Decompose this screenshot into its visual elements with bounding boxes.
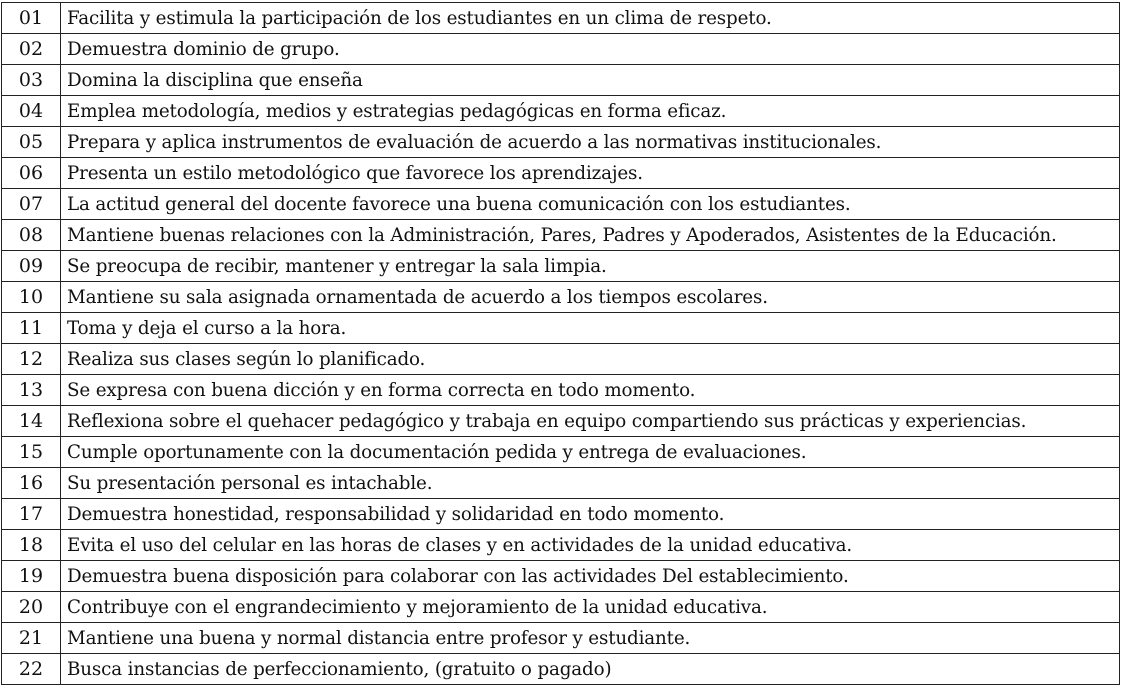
- row-number: 18: [2, 530, 61, 561]
- row-text: Emplea metodología, medios y estrategias pedagógicas en forma eficaz.: [61, 96, 1120, 127]
- table-row: [2, 3, 1120, 34]
- table-row: [2, 158, 1120, 189]
- row-number: 09: [2, 251, 61, 282]
- table-row: [2, 282, 1120, 313]
- row-text: Su presentación personal es intachable.: [61, 468, 1120, 499]
- row-text: Demuestra buena disposición para colaborar con las actividades Del establecimiento.: [61, 561, 1120, 592]
- row-number: 04: [2, 96, 61, 127]
- criteria-table: [1, 2, 1120, 685]
- table-row: [2, 96, 1120, 127]
- table-row: [2, 623, 1120, 654]
- row-number: 11: [2, 313, 61, 344]
- table-row: [2, 344, 1120, 375]
- row-text: Reflexiona sobre el quehacer pedagógico y trabaja en equipo compartiendo sus prácticas y experiencias.: [61, 406, 1120, 437]
- table-row: [2, 220, 1120, 251]
- table-row: [2, 34, 1120, 65]
- table-row: [2, 437, 1120, 468]
- row-number: 16: [2, 468, 61, 499]
- row-number: 21: [2, 623, 61, 654]
- row-text: Demuestra dominio de grupo.: [61, 34, 1120, 65]
- row-number: 12: [2, 344, 61, 375]
- row-text: Se expresa con buena dicción y en forma correcta en todo momento.: [61, 375, 1120, 406]
- row-number: 03: [2, 65, 61, 96]
- table-row: [2, 499, 1120, 530]
- table-row: [2, 530, 1120, 561]
- row-number: 07: [2, 189, 61, 220]
- row-number: 10: [2, 282, 61, 313]
- table-row: [2, 375, 1120, 406]
- row-number: 20: [2, 592, 61, 623]
- row-number: 05: [2, 127, 61, 158]
- table-row: [2, 406, 1120, 437]
- row-text: Mantiene buenas relaciones con la Administración, Pares, Padres y Apoderados, Asistentes de la Educación.: [61, 220, 1120, 251]
- row-text: Contribuye con el engrandecimiento y mejoramiento de la unidad educativa.: [61, 592, 1120, 623]
- row-text: Se preocupa de recibir, mantener y entregar la sala limpia.: [61, 251, 1120, 282]
- row-text: Evita el uso del celular en las horas de clases y en actividades de la unidad educativa.: [61, 530, 1120, 561]
- row-number: 22: [2, 654, 61, 685]
- row-number: 08: [2, 220, 61, 251]
- row-number: 14: [2, 406, 61, 437]
- row-number: 15: [2, 437, 61, 468]
- row-text: Mantiene su sala asignada ornamentada de acuerdo a los tiempos escolares.: [61, 282, 1120, 313]
- table-row: [2, 65, 1120, 96]
- table-row: [2, 127, 1120, 158]
- row-text: Cumple oportunamente con la documentación pedida y entrega de evaluaciones.: [61, 437, 1120, 468]
- row-text: Prepara y aplica instrumentos de evaluación de acuerdo a las normativas institucionales.: [61, 127, 1120, 158]
- row-number: 19: [2, 561, 61, 592]
- row-text: Realiza sus clases según lo planificado.: [61, 344, 1120, 375]
- row-number: 02: [2, 34, 61, 65]
- row-text: Busca instancias de perfeccionamiento, (gratuito o pagado): [61, 654, 1120, 685]
- table-row: [2, 468, 1120, 499]
- table-row: [2, 654, 1120, 685]
- row-text: Facilita y estimula la participación de los estudiantes en un clima de respeto.: [61, 3, 1120, 34]
- row-number: 13: [2, 375, 61, 406]
- criteria-table-body: [2, 3, 1120, 685]
- row-number: 01: [2, 3, 61, 34]
- row-text: Demuestra honestidad, responsabilidad y solidaridad en todo momento.: [61, 499, 1120, 530]
- row-number: 17: [2, 499, 61, 530]
- row-text: Presenta un estilo metodológico que favorece los aprendizajes.: [61, 158, 1120, 189]
- row-number: 06: [2, 158, 61, 189]
- table-row: [2, 592, 1120, 623]
- row-text: Mantiene una buena y normal distancia entre profesor y estudiante.: [61, 623, 1120, 654]
- table-row: [2, 561, 1120, 592]
- row-text: La actitud general del docente favorece una buena comunicación con los estudiantes.: [61, 189, 1120, 220]
- table-row: [2, 313, 1120, 344]
- row-text: Toma y deja el curso a la hora.: [61, 313, 1120, 344]
- table-row: [2, 251, 1120, 282]
- row-text: Domina la disciplina que enseña: [61, 65, 1120, 96]
- table-row: [2, 189, 1120, 220]
